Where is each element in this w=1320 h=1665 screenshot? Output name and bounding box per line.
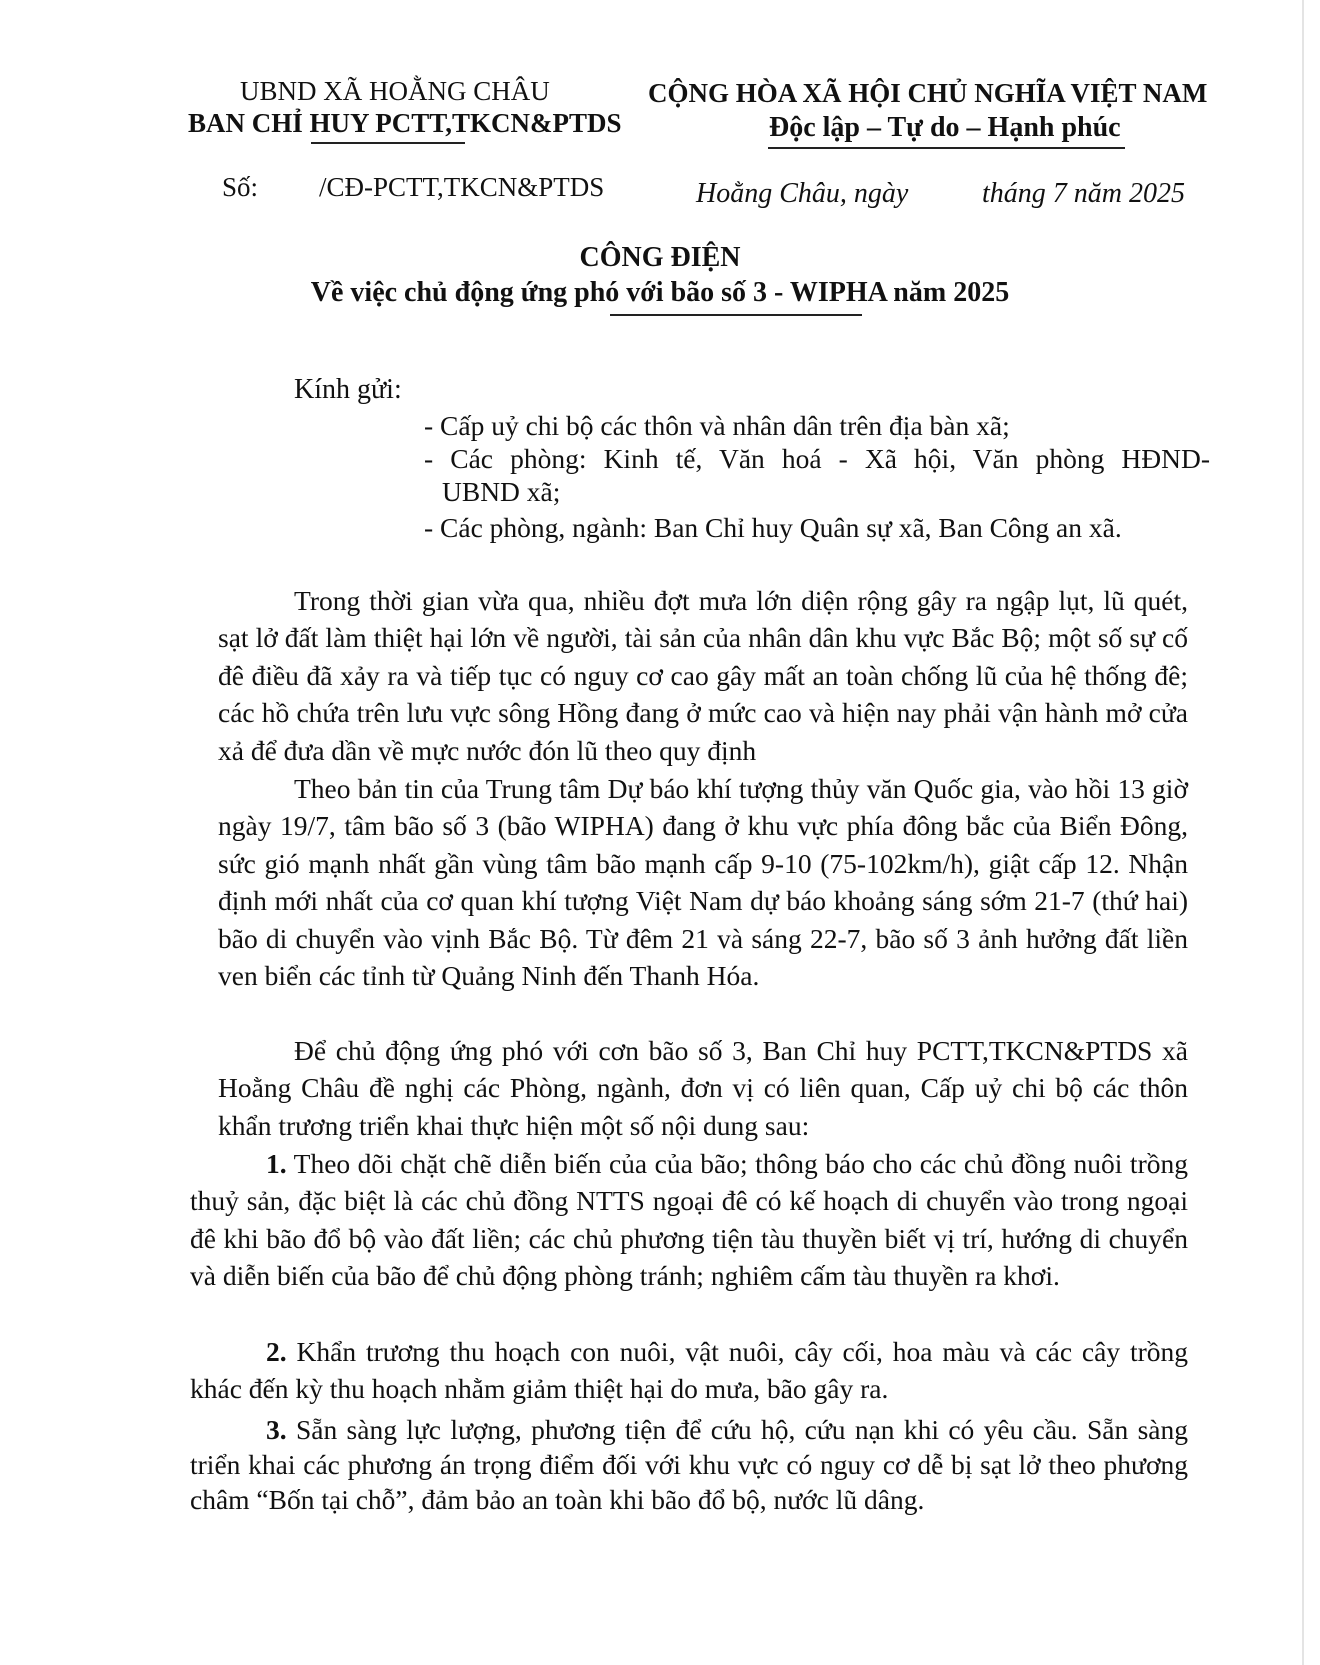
action-item-1-text: Theo dõi chặt chẽ diễn biến của của bão; thông báo cho các chủ đồng nuôi trồng thuỷ sản, đặc biệt là các chủ đồng NTTS ngoại đê có kế hoạch di chuyển vào trong ngoại đê khi bão đổ bộ vào đất liền; các chủ phương tiện tàu thuyền biết vị trí, hướng di chuyển và diễn biến của bão để chủ động phòng tránh; nghiêm cấm tàu thuyền ra khơi.: [190, 1148, 1188, 1292]
body-paragraph-2: Theo bản tin của Trung tâm Dự báo khí tượng thủy văn Quốc gia, vào hồi 13 giờ ngày 19/7, tâm bão số 3 (bão WIPHA) đang ở khu vực phía đông bắc của Biển Đông, sức gió mạnh nhất gần vùng tâm bão mạnh cấp 9-10 (75-102km/h), giật cấp 12. Nhận định mới nhất của cơ quan khí tượng Việt Nam dự báo khoảng sáng sớm 21-7 (thứ hai) bão di chuyển vào vịnh Bắc Bộ. Từ đêm 21 và sáng 22-7, bão số 3 ảnh hưởng đất liền ven biển các tỉnh từ Quảng Ninh đến Thanh Hóa.: [218, 773, 1188, 992]
body-paragraph-3: Để chủ động ứng phó với cơn bão số 3, Ban Chỉ huy PCTT,TKCN&PTDS xã Hoằng Châu đề nghị các Phòng, ngành, đơn vị có liên quan, Cấp uỷ chi bộ các thôn khẩn trương triển khai thực hiện một số nội dung sau:: [218, 1035, 1188, 1141]
document-subject: Về việc chủ động ứng phó với bão số 3 - WIPHA năm 2025: [310, 277, 1010, 308]
action-item-2-number: 2.: [266, 1336, 287, 1367]
committee-name: BAN CHỈ HUY PCTT,TKCN&PTDS: [188, 108, 622, 138]
recipient-item: - Cấp uỷ chi bộ các thôn và nhân dân trên địa bàn xã;: [424, 410, 1010, 441]
date-month-year: tháng 7 năm 2025: [982, 178, 1185, 209]
action-item-3-text: Sẵn sàng lực lượng, phương tiện để cứu hộ, cứu nạn khi có yêu cầu. Sẵn sàng triển khai các phương án trọng điểm đối với khu vực có nguy cơ dễ bị sạt lở theo phương châm “Bốn tại chỗ”, đảm bảo an toàn khi bão đổ bộ, nước lũ dâng.: [190, 1414, 1188, 1515]
action-item-3-number: 3.: [266, 1414, 287, 1445]
action-item-1: [190, 1145, 1188, 1295]
left-header-underline: [311, 142, 465, 144]
subject-underline: [610, 314, 862, 316]
recipient-item: - Các phòng, ngành: Ban Chỉ huy Quân sự xã, Ban Công an xã.: [424, 512, 1122, 543]
date-place: Hoằng Châu, ngày: [696, 178, 909, 209]
document-title: CÔNG ĐIỆN: [579, 242, 741, 273]
recipient-item-continued: UBND xã;: [442, 476, 561, 507]
recipients-label: Kính gửi:: [294, 374, 402, 405]
action-item-3: [190, 1412, 1188, 1517]
action-item-2: [190, 1333, 1188, 1408]
recipient-item: - Các phòng: Kinh tế, Văn hoá - Xã hội, Văn phòng HĐND-: [424, 443, 1210, 474]
national-motto: Độc lập – Tự do – Hạnh phúc: [769, 112, 1121, 143]
action-item-2-text: Khẩn trương thu hoạch con nuôi, vật nuôi, cây cối, hoa màu và các cây trồng khác đến kỳ thu hoạch nhằm giảm thiệt hại do mưa, bão gây ra.: [190, 1336, 1188, 1405]
right-header-underline: [768, 147, 1125, 149]
body-paragraph-1: Trong thời gian vừa qua, nhiều đợt mưa lớn diện rộng gây ra ngập lụt, lũ quét, sạt lở đất làm thiệt hại lớn về người, tài sản của nhân dân khu vực Bắc Bộ; một số sự cố đê điều đã xảy ra và tiếp tục có nguy cơ cao gây mất an toàn chống lũ của hệ thống đê; các hồ chứa trên lưu vực sông Hồng đang ở mức cao và hiện nay phải vận hành mở cửa xả để đưa dần về mực nước đón lũ theo quy định: [218, 585, 1188, 766]
doc-number-label: Số:: [222, 172, 259, 202]
agency-name: UBND XÃ HOẰNG CHÂU: [240, 76, 550, 106]
action-item-1-number: 1.: [266, 1148, 287, 1179]
doc-number-code: /CĐ-PCTT,TKCN&PTDS: [319, 172, 605, 202]
national-title: CỘNG HÒA XÃ HỘI CHỦ NGHĨA VIỆT NAM: [648, 78, 1208, 108]
